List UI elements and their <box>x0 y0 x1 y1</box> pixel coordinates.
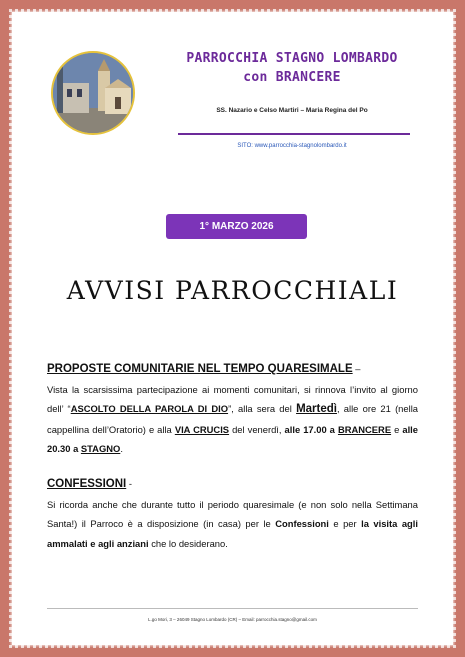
parish-subname: con BRANCERE <box>243 70 341 85</box>
text: Vista la scarsissima partecipazione ai momenti comunitari, si rinnova l’invito al giorno dell’ “ <box>47 383 418 414</box>
place-stagno: STAGNO <box>80 443 121 454</box>
dash: – <box>352 363 361 374</box>
time-brancere: alle 17.00 a <box>284 423 338 435</box>
martedi-highlight: Martedì <box>296 403 337 415</box>
text: del venerdì, <box>229 423 285 435</box>
patron-saints: SS. Nazario e Celso Martiri – Maria Regina del Po <box>216 107 368 114</box>
text: che lo desiderano. <box>148 537 228 549</box>
text: Si ricorda anche che durante tutto il periodo quaresimale (e non solo nella Settimana Santa!) il Parroco è a disposizione (in casa) per le <box>47 498 418 529</box>
confessioni-highlight: Confessioni <box>275 518 329 529</box>
parish-name: PARROCCHIA STAGNO LOMBARDO <box>186 51 398 66</box>
text: . <box>120 443 123 454</box>
dash: - <box>126 478 132 489</box>
church-photo <box>51 51 135 135</box>
page-heading: AVVISI PARROCCHIALI <box>66 276 399 305</box>
church-photo-image <box>53 53 133 133</box>
section-title-proposte: PROPOSTE COMUNITARIE NEL TEMPO QUARESIMALE <box>47 363 353 375</box>
bulletin-page <box>12 12 453 645</box>
footer-address: L.go Mori, 3 – 26049 Stagno Lombardo (CR) – Email: parrocchia.stagno@gmail.com <box>148 617 317 622</box>
section-confessioni <box>47 474 418 553</box>
time-stagno: alle 20.30 a <box>47 423 418 454</box>
visita-highlight: la visita agli ammalati e agli anziani <box>47 518 418 549</box>
text: , alle ore 21 (nella cappellina dell’Oratorio) e alla <box>47 403 418 435</box>
text: e per <box>328 518 362 529</box>
text: e <box>391 423 403 435</box>
header-divider <box>178 133 410 135</box>
date-badge: 1° MARZO 2026 <box>166 214 307 239</box>
place-brancere: BRANCERE <box>337 423 392 435</box>
text: ”, alla sera del <box>228 403 297 414</box>
ascolto-highlight: ASCOLTO DELLA PAROLA DI DIO <box>70 403 229 414</box>
section-proposte <box>47 359 418 459</box>
website-link[interactable]: SITO: www.parrocchia-stagnolombardo.it <box>237 143 347 149</box>
section-title-confessioni: CONFESSIONI <box>47 478 127 490</box>
via-crucis-highlight: VIA CRUCIS <box>174 423 230 435</box>
footer-divider <box>47 608 418 609</box>
